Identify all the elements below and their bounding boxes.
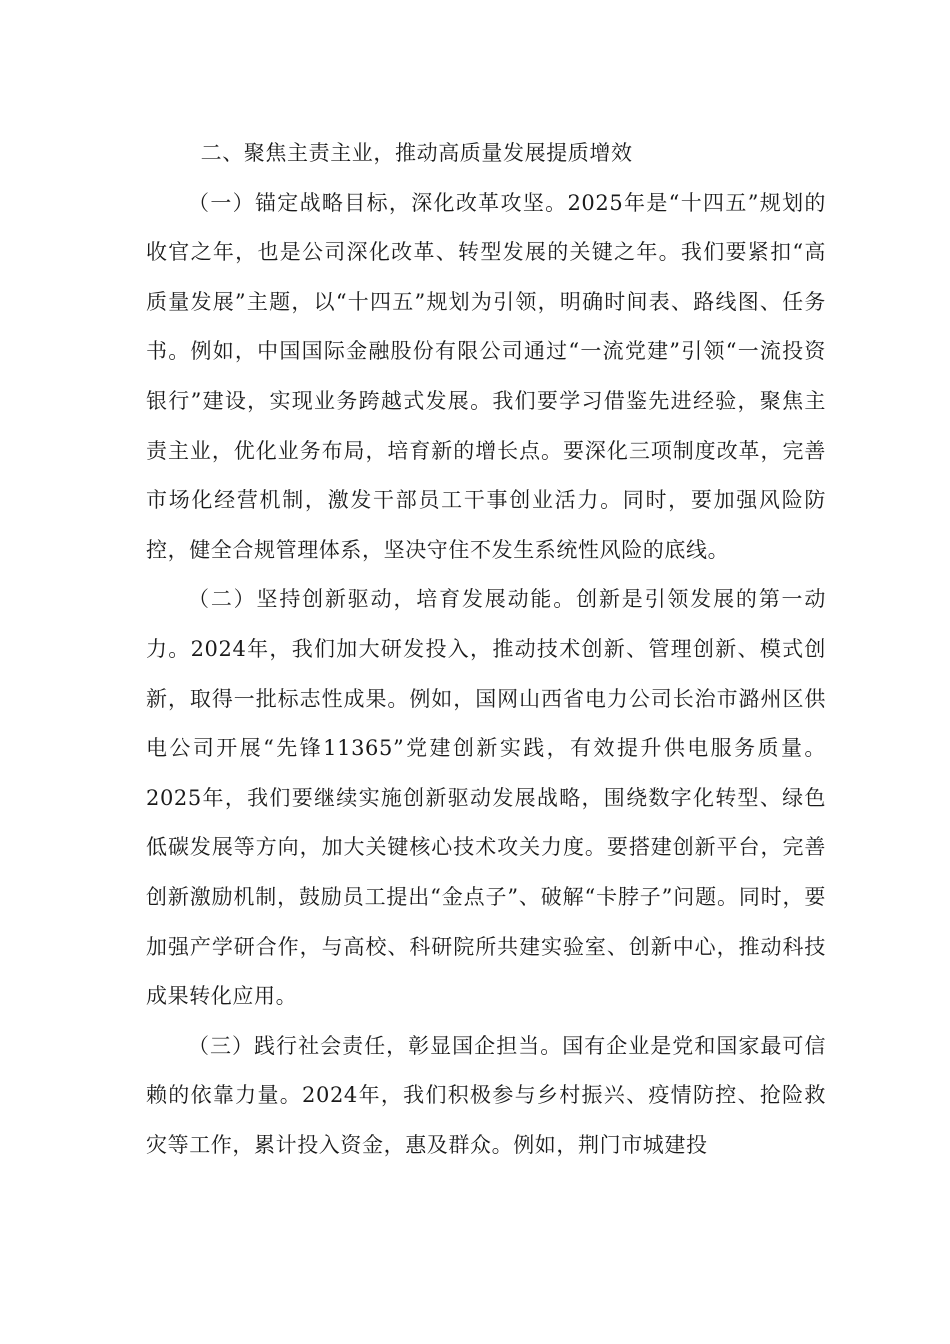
paragraph-strategy: （一）锚定战略目标，深化改革攻坚。2025年是“十四五”规划的收官之年，也是公司深化改革、转型发展的关键之年。我们要紧扣“高质量发展”主题，以“十四五”规划为引领，明确时间表、路线图、任务书。例如，中国国际金融股份有限公司通过“一流党建”引领“一流投资银行”建设，实现业务跨越式发展。我们要学习借鉴先进经验，聚焦主责主业，优化业务布局，培育新的增长点。要深化三项制度改革，完善市场化经营机制，激发干部员工干事创业活力。同时，要加强风险防控，健全合规管理体系，坚决守住不发生系统性风险的底线。 bbox=[146, 190, 826, 562]
section-heading: 二、聚焦主责主业，推动高质量发展提质增效 bbox=[200, 141, 633, 165]
paragraph-innovation: （二）坚持创新驱动，培育发展动能。创新是引领发展的第一动力。2024年，我们加大研发投入，推动技术创新、管理创新、模式创新，取得一批标志性成果。例如，国网山西省电力公司长治市潞州区供电公司开展“先锋11365”党建创新实践，有效提升供电服务质量。2025年，我们要继续实施创新驱动发展战略，围绕数字化转型、绿色低碳发展等方向，加大关键核心技术攻关力度。要搭建创新平台，完善创新激励机制，鼓励员工提出“金点子”、破解“卡脖子”问题。同时，要加强产学研合作，与高校、科研院所共建实验室、创新中心，推动科技成果转化应用。 bbox=[146, 587, 826, 1009]
paragraph-social-responsibility: （三）践行社会责任，彰显国企担当。国有企业是党和国家最可信赖的依靠力量。2024年，我们积极参与乡村振兴、疫情防控、抢险救灾等工作，累计投入资金，惠及群众。例如，荆门市城建投 bbox=[146, 1033, 826, 1157]
document-body bbox=[146, 129, 826, 1170]
